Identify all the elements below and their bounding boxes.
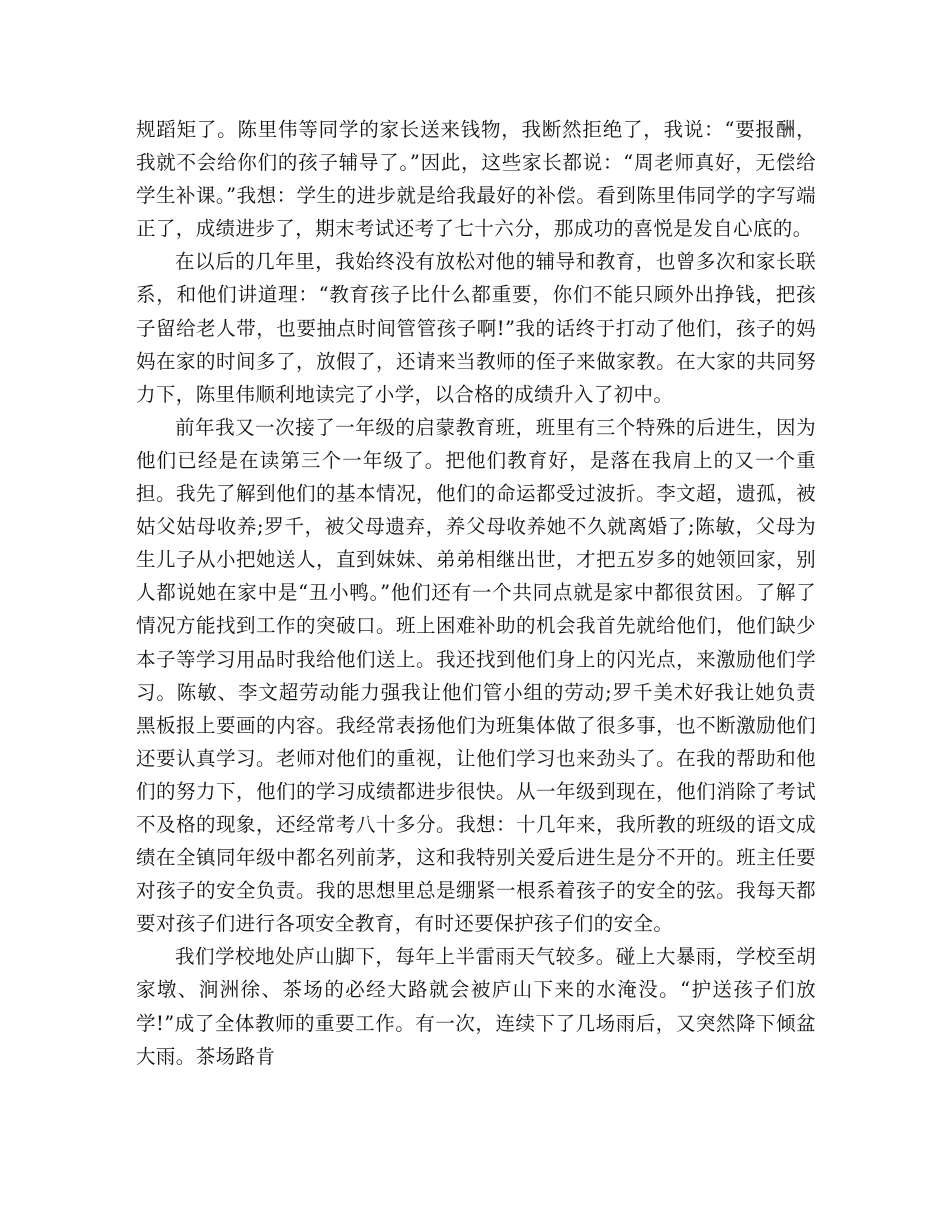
document-body	[136, 113, 816, 1073]
paragraph-2: 在以后的几年里，我始终没有放松对他的辅导和教育，也曾多次和家长联系，和他们讲道理：“教育孩子比什么都重要，你们不能只顾外出挣钱，把孩子留给老人带，也要抽点时间管管孩子啊!”我的话终于打动了他们，孩子的妈妈在家的时间多了，放假了，还请来当教师的侄子来做家教。在大家的共同努力下，陈里伟顺利地读完了小学，以合格的成绩升入了初中。	[136, 250, 816, 406]
paragraph-3: 前年我又一次接了一年级的启蒙教育班，班里有三个特殊的后进生，因为他们已经是在读第三个一年级了。把他们教育好，是落在我肩上的又一个重担。我先了解到他们的基本情况，他们的命运都受过波折。李文超，遗孤，被姑父姑母收养;罗千，被父母遗弃，养父母收养她不久就离婚了;陈敏，父母为生儿子从小把她送人，直到妹妹、弟弟相继出世，才把五岁多的她领回家，别人都说她在家中是“丑小鸭。”他们还有一个共同点就是家中都很贫困。了解了情况方能找到工作的突破口。班上困难补助的机会我首先就给他们，他们缺少本子等学习用品时我给他们送上。我还找到他们身上的闪光点，来激励他们学习。陈敏、李文超劳动能力强我让他们管小组的劳动;罗千美术好我让她负责黑板报上要画的内容。我经常表扬他们为班集体做了很多事，也不断激励他们还要认真学习。老师对他们的重视，让他们学习也来劲头了。在我的帮助和他们的努力下，他们的学习成绩都进步很快。从一年级到现在，他们消除了考试不及格的现象，还经常考八十多分。我想：十几年来，我所教的班级的语文成绩在全镇同年级中都名列前茅，这和我特别关爱后进生是分不开的。班主任要对孩子的安全负责。我的思想里总是绷紧一根系着孩子的安全的弦。我每天都要对孩子们进行各项安全教育，有时还要保护孩子们的安全。	[136, 415, 816, 936]
paragraph-4: 我们学校地处庐山脚下，每年上半雷雨天气较多。碰上大暴雨，学校至胡家墩、涧洲徐、茶场的必经大路就会被庐山下来的水淹没。“护送孩子们放学!”成了全体教师的重要工作。有一次，连续下了几场雨后，又突然降下倾盆大雨。茶场路肯	[136, 945, 816, 1068]
paragraph-1: 规蹈矩了。陈里伟等同学的家长送来钱物，我断然拒绝了，我说：“要报酬，我就不会给你们的孩子辅导了。”因此，这些家长都说：“周老师真好，无偿给学生补课。”我想：学生的进步就是给我最好的补偿。看到陈里伟同学的字写端正了，成绩进步了，期末考试还考了七十六分，那成功的喜悦是发自心底的。	[136, 118, 816, 241]
